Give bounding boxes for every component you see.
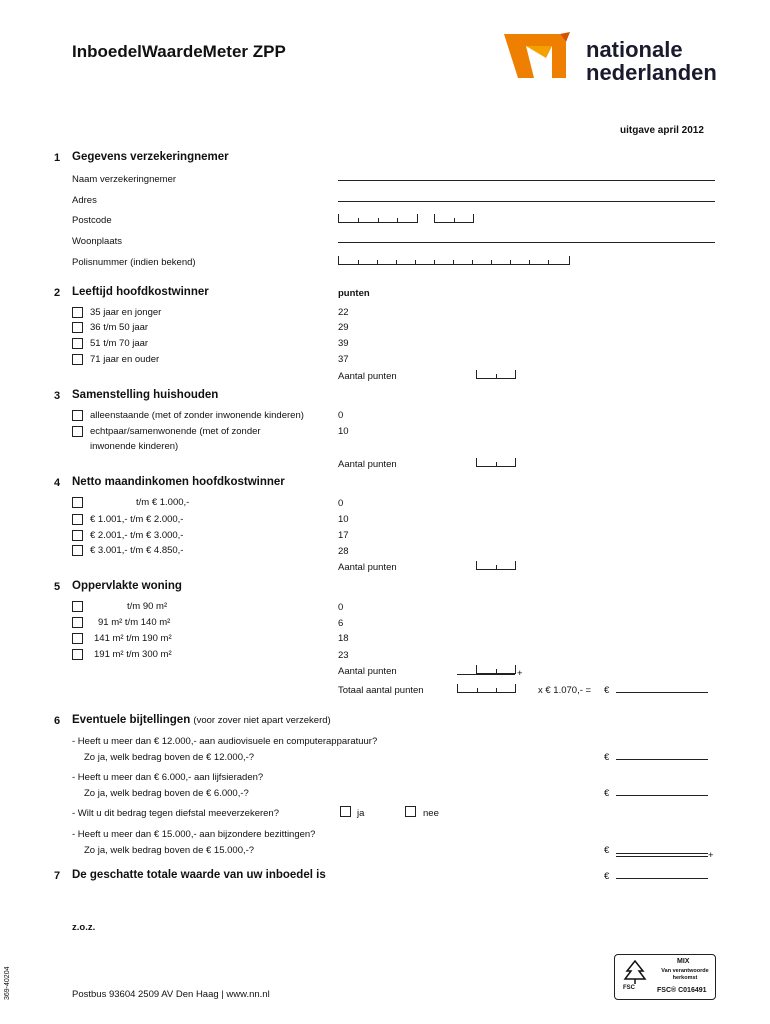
- section-4-points-input[interactable]: [476, 561, 516, 570]
- section-4-number: 4: [54, 477, 61, 489]
- final-value-input[interactable]: [616, 878, 708, 879]
- total-value-input[interactable]: [616, 692, 708, 693]
- total-points-input[interactable]: [457, 684, 516, 693]
- turn-over-note: z.o.z.: [72, 922, 96, 933]
- area-option-3: 141 m² t/m 190 m²: [94, 633, 172, 644]
- section-4-title: Netto maandinkomen hoofdkostwinner: [72, 476, 285, 488]
- age-checkbox-2[interactable]: [72, 322, 83, 333]
- name-input-line[interactable]: [338, 180, 715, 181]
- income-checkbox-2[interactable]: [72, 514, 83, 525]
- logo-line1: nationale: [586, 37, 683, 62]
- age-checkbox-1[interactable]: [72, 307, 83, 318]
- policy-number-input[interactable]: [338, 256, 570, 265]
- section-3-title: Samenstelling huishouden: [72, 389, 219, 401]
- question-1-line-b: Zo ja, welk bedrag boven de € 12.000,-?: [84, 752, 255, 763]
- question-1-euro-sign: €: [604, 752, 610, 763]
- field-label-city: Woonplaats: [72, 236, 122, 247]
- section-6-subtitle: (voor zover niet apart verzekerd): [193, 715, 331, 726]
- fsc-mix: MIX: [677, 958, 690, 965]
- city-input-line[interactable]: [338, 242, 715, 243]
- section-5-title: Oppervlakte woning: [72, 580, 182, 592]
- question-4-euro-sign: €: [604, 845, 610, 856]
- field-label-policy: Polisnummer (indien bekend): [72, 257, 196, 268]
- area-checkbox-2[interactable]: [72, 617, 83, 628]
- income-points-2: 10: [338, 514, 349, 525]
- sum-plus-sign: +: [517, 668, 523, 679]
- income-checkbox-1[interactable]: [72, 497, 83, 508]
- question-3: - Wilt u dit bedrag tegen diefstal meeverzekeren?: [72, 808, 279, 819]
- question-1-line-a: - Heeft u meer dan € 12.000,- aan audiovisuele en computerapparatuur?: [72, 736, 378, 747]
- section-3-number: 3: [54, 390, 61, 402]
- area-points-2: 6: [338, 618, 344, 629]
- section-4-aantal-label: Aantal punten: [338, 562, 397, 573]
- question-1-amount-input[interactable]: [616, 759, 708, 760]
- age-option-3: 51 t/m 70 jaar: [90, 338, 149, 349]
- income-option-1: t/m € 1.000,-: [136, 497, 190, 508]
- total-points-label: Totaal aantal punten: [338, 685, 424, 696]
- income-option-2: € 1.001,- t/m € 2.000,-: [90, 514, 184, 525]
- age-points-1: 22: [338, 307, 349, 318]
- question-2-amount-input[interactable]: [616, 795, 708, 796]
- final-euro-sign: €: [604, 871, 610, 882]
- theft-yes-checkbox[interactable]: [340, 806, 351, 817]
- age-points-2: 29: [338, 322, 349, 333]
- income-points-4: 28: [338, 546, 349, 557]
- multiplier-label: x € 1.070,- =: [538, 685, 592, 696]
- question-4-line-b: Zo ja, welk bedrag boven de € 15.000,-?: [84, 845, 255, 856]
- household-points-2: 10: [338, 426, 349, 437]
- age-checkbox-4[interactable]: [72, 354, 83, 365]
- fsc-code: FSC® C016491: [657, 987, 707, 994]
- question-4-line-a: - Heeft u meer dan € 15.000,- aan bijzondere bezittingen?: [72, 829, 316, 840]
- fsc-label: [614, 954, 716, 1000]
- age-option-1: 35 jaar en jonger: [90, 307, 162, 318]
- age-checkbox-3[interactable]: [72, 338, 83, 349]
- section-6-title-text: Eventuele bijtellingen: [72, 714, 191, 726]
- household-checkbox-2[interactable]: [72, 426, 83, 437]
- age-option-2: 36 t/m 50 jaar: [90, 322, 149, 333]
- section-7-number: 7: [54, 870, 61, 882]
- nn-logo-icon: [500, 28, 580, 84]
- total-euro-sign: €: [604, 685, 610, 696]
- age-points-3: 39: [338, 338, 349, 349]
- sum-line: [457, 674, 515, 675]
- form-title: InboedelWaardeMeter ZPP: [72, 42, 286, 61]
- footer-address: Postbus 93604 2509 AV Den Haag | www.nn.nl: [72, 989, 270, 1000]
- question-4-sum-line: [616, 856, 708, 857]
- household-option-2-cont: inwonende kinderen): [90, 441, 179, 452]
- income-checkbox-4[interactable]: [72, 545, 83, 556]
- logo-wordmark: [586, 38, 717, 84]
- area-points-4: 23: [338, 650, 349, 661]
- fsc-line2: herkomst: [672, 975, 698, 981]
- section-2-number: 2: [54, 287, 61, 299]
- section-3-aantal-label: Aantal punten: [338, 459, 397, 470]
- section-5-number: 5: [54, 581, 61, 593]
- area-option-2: 91 m² t/m 140 m²: [98, 617, 171, 628]
- postcode-letters-input[interactable]: [434, 214, 474, 223]
- section-2-points-input[interactable]: [476, 370, 516, 379]
- area-option-1: t/m 90 m²: [127, 601, 168, 612]
- theft-yes-label: ja: [357, 808, 365, 819]
- address-input-line[interactable]: [338, 201, 715, 202]
- postcode-digits-input[interactable]: [338, 214, 418, 223]
- fsc-line1: Van verantwoorde: [661, 968, 709, 974]
- area-checkbox-3[interactable]: [72, 633, 83, 644]
- area-points-3: 18: [338, 633, 349, 644]
- household-checkbox-1[interactable]: [72, 410, 83, 421]
- income-points-3: 17: [338, 530, 349, 541]
- section-6-plus-sign: +: [708, 850, 714, 861]
- section-3-points-input[interactable]: [476, 458, 516, 467]
- section-2-title: Leeftijd hoofdkostwinner: [72, 286, 209, 298]
- section-6-title: [72, 714, 331, 726]
- household-option-2: echtpaar/samenwonende (met of zonder: [90, 426, 261, 437]
- edition-date: uitgave april 2012: [620, 125, 704, 136]
- punten-header: punten: [338, 288, 370, 299]
- age-points-4: 37: [338, 354, 349, 365]
- field-label-postcode: Postcode: [72, 215, 112, 226]
- section-5-points-input[interactable]: [476, 665, 516, 674]
- question-2-line-b: Zo ja, welk bedrag boven de € 6.000,-?: [84, 788, 249, 799]
- income-points-1: 0: [338, 498, 344, 509]
- fsc-logo-text: FSC: [623, 985, 635, 991]
- section-6-number: 6: [54, 715, 61, 727]
- document-code: 369-40204: [4, 966, 11, 1000]
- section-1-number: 1: [54, 152, 61, 164]
- household-points-1: 0: [338, 410, 344, 421]
- fsc-tree-icon: [621, 959, 649, 985]
- area-checkbox-1[interactable]: [72, 601, 83, 612]
- area-option-4: 191 m² t/m 300 m²: [94, 649, 172, 660]
- field-label-name: Naam verzekeringnemer: [72, 174, 177, 185]
- question-4-amount-input[interactable]: [616, 853, 708, 854]
- income-option-3: € 2.001,- t/m € 3.000,-: [90, 530, 184, 541]
- section-7-title: De geschatte totale waarde van uw inboedel is: [72, 869, 326, 881]
- field-label-address: Adres: [72, 195, 97, 206]
- theft-no-label: nee: [423, 808, 439, 819]
- income-option-4: € 3.001,- t/m € 4.850,-: [90, 545, 184, 556]
- age-option-4: 71 jaar en ouder: [90, 354, 160, 365]
- area-checkbox-4[interactable]: [72, 649, 83, 660]
- income-checkbox-3[interactable]: [72, 530, 83, 541]
- question-2-line-a: - Heeft u meer dan € 6.000,- aan lijfsieraden?: [72, 772, 264, 783]
- logo-line2: nederlanden: [586, 60, 717, 85]
- area-points-1: 0: [338, 602, 344, 613]
- section-1-title: Gegevens verzekeringnemer: [72, 151, 229, 163]
- section-5-aantal-label: Aantal punten: [338, 666, 397, 677]
- theft-no-checkbox[interactable]: [405, 806, 416, 817]
- section-2-aantal-label: Aantal punten: [338, 371, 397, 382]
- question-2-euro-sign: €: [604, 788, 610, 799]
- household-option-1: alleenstaande (met of zonder inwonende kinderen): [90, 410, 304, 421]
